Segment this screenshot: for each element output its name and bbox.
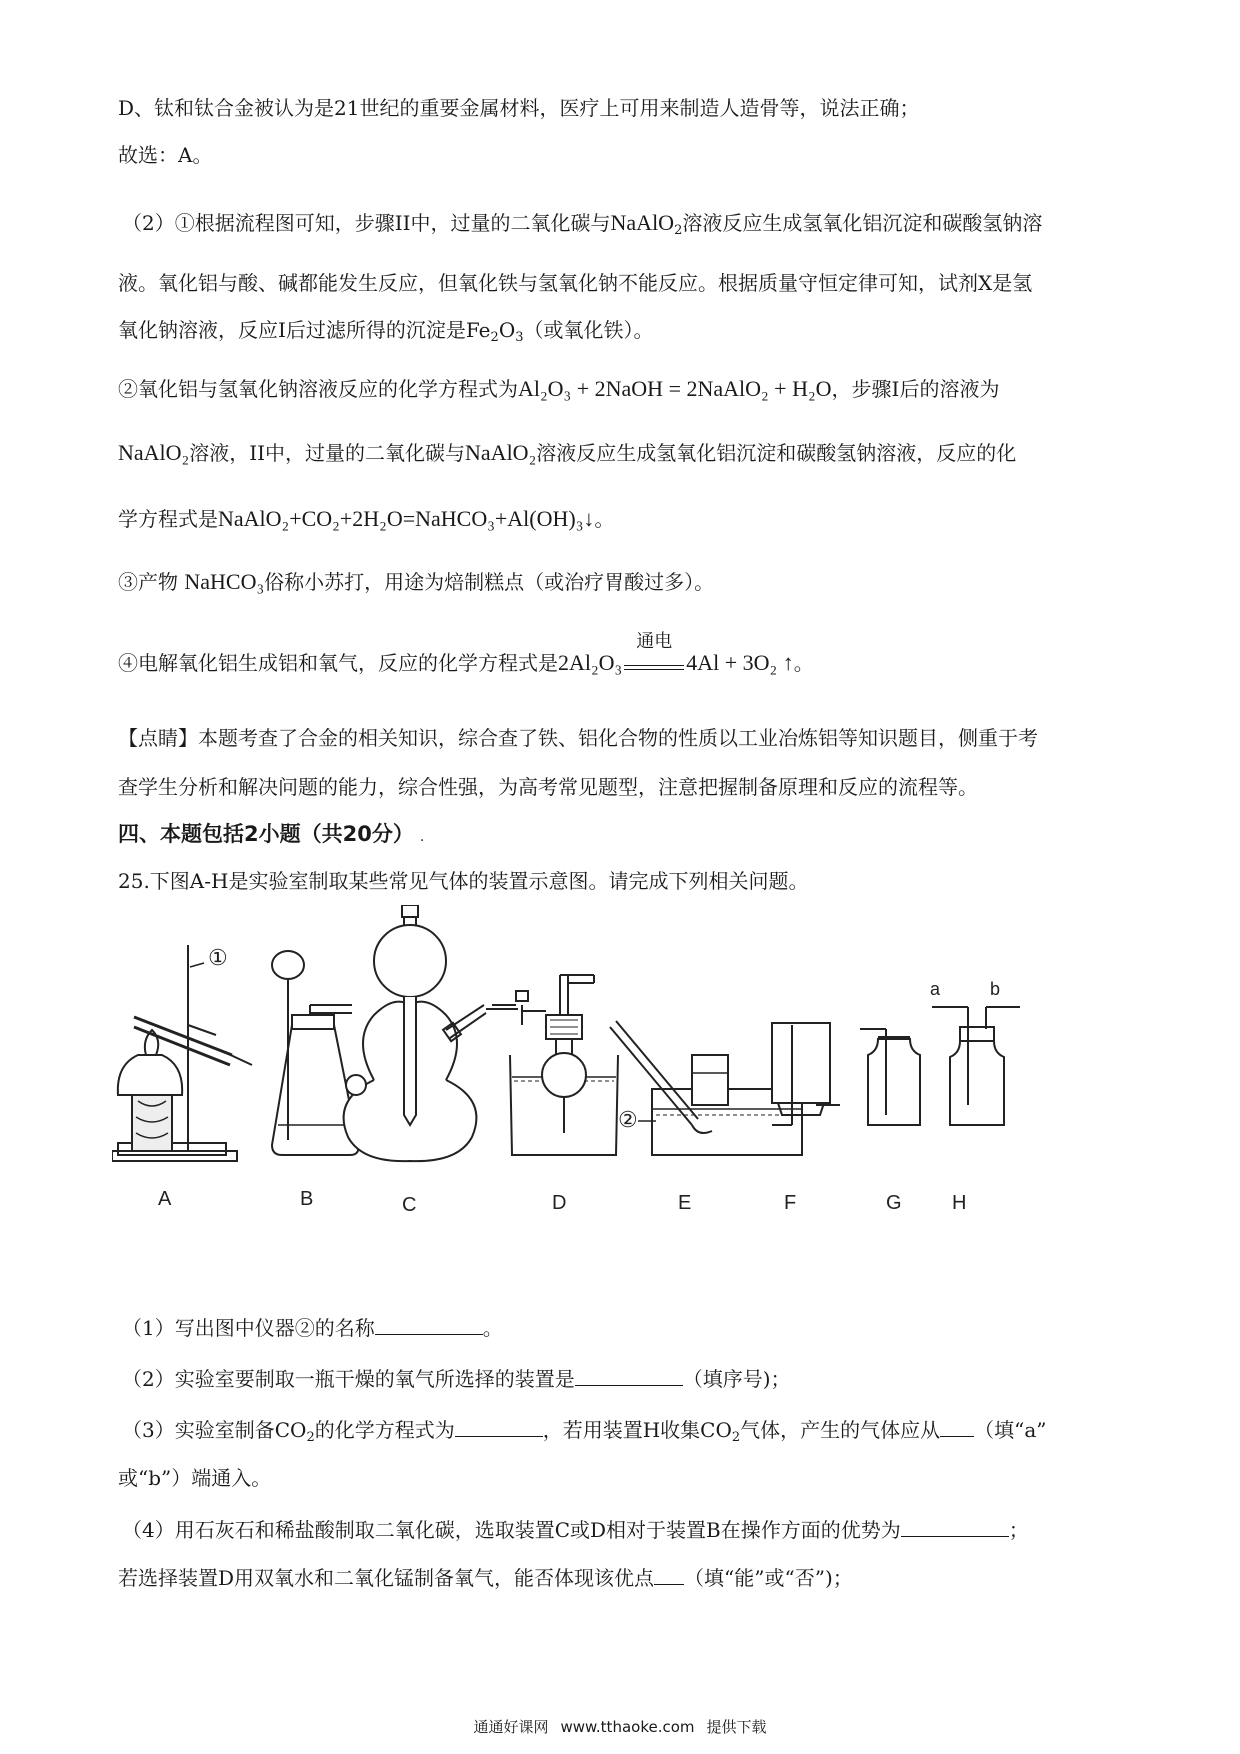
text-line	[118, 96, 919, 120]
label-g: G	[886, 1192, 902, 1214]
label-c: C	[402, 1194, 417, 1215]
apparatus-a	[112, 945, 252, 1210]
answer-blank[interactable]	[940, 1418, 974, 1437]
label-e: E	[678, 1192, 692, 1214]
subscript: 2	[306, 1430, 315, 1445]
section-heading	[118, 822, 424, 847]
question-3	[122, 1418, 1047, 1445]
text-line	[118, 143, 212, 167]
line-text: 学方程式是	[118, 507, 218, 531]
line-text: 氧化钠溶液，反应I后过滤所得的沉淀是Fe	[118, 318, 491, 342]
answer-blank[interactable]	[455, 1418, 543, 1437]
port-label-a: a	[930, 979, 941, 999]
line-text: 。	[482, 1316, 503, 1340]
label-d: D	[552, 1192, 567, 1214]
line-text: 【点睛】本题考查了合金的相关知识，综合查了铁、铝化合物的性质以工业冶炼铝等知识题目，侧重于考	[118, 726, 1038, 750]
equals-bar	[624, 665, 684, 670]
question-1	[122, 1316, 503, 1340]
text-line	[118, 271, 1032, 295]
answer-blank[interactable]	[654, 1566, 684, 1585]
condition-text: 通电	[636, 631, 673, 652]
chem-formula: NaAlO₂	[465, 440, 537, 465]
text-line	[118, 569, 714, 595]
line-text: （4）用石灰石和稀盐酸制取二氧化碳，选取装置C或D相对于装置B在操作方面的优势为	[122, 1518, 901, 1542]
line-text: O	[498, 318, 516, 342]
heading-text: 四、本题包括2小题（共20分）	[118, 822, 414, 846]
apparatus-b	[272, 951, 358, 1210]
question-3-cont	[118, 1466, 271, 1490]
line-text: 故选：A。	[118, 143, 213, 167]
line-text: 的化学方程式为	[314, 1418, 455, 1442]
question-2	[122, 1367, 791, 1391]
apparatus-figure	[112, 905, 1142, 1215]
text-line	[118, 775, 978, 799]
label-h: H	[952, 1192, 967, 1214]
apparatus-h	[930, 979, 1020, 1214]
chem-formula: NaAlO₂	[118, 440, 190, 465]
line-text: D、钛和钛合金被认为是21世纪的重要金属材料，医疗上可用来制造人造骨等，说法正确；	[118, 96, 920, 120]
line-text: ③产物	[118, 570, 178, 594]
line-text: ，步骤I后的溶液为	[831, 377, 1000, 401]
chem-formula: 2Al₂O₃	[558, 650, 623, 675]
line-text: 溶液，II中，过量的二氧化碳与	[189, 441, 466, 465]
text-line	[118, 506, 614, 532]
line-text: 。	[594, 507, 615, 531]
port-label-b: b	[990, 979, 1001, 999]
apparatus-d	[492, 975, 618, 1214]
line-text: 俗称小苏打，用途为焙制糕点（或治疗胃酸过多）。	[264, 570, 715, 594]
footer-site-name: 通通好课网	[473, 1718, 549, 1736]
line-text: （填序号)；	[682, 1367, 791, 1391]
reaction-condition	[624, 631, 684, 670]
text-line	[118, 726, 1038, 750]
line-text: （或氧化铁）。	[523, 318, 654, 342]
text-line	[118, 631, 814, 676]
answer-blank[interactable]	[375, 1316, 483, 1335]
chemical-equation: Al₂O₃ + 2NaOH = 2NaAlO₂ + H₂O	[518, 376, 832, 401]
text-line	[122, 210, 1042, 236]
apparatus-g	[860, 1029, 920, 1214]
line-text: 溶液反应生成氢氧化铝沉淀和碳酸氢钠溶	[682, 211, 1043, 235]
answer-blank[interactable]	[575, 1367, 683, 1386]
subscript: 2	[674, 223, 683, 238]
line-text: 25.下图A-H是实验室制取某些常见气体的装置示意图。请完成下列相关问题。	[118, 869, 809, 893]
page-footer	[0, 1716, 1240, 1737]
footer-url[interactable]: www.tthaoke.com	[560, 1718, 695, 1736]
answer-blank[interactable]	[901, 1518, 1009, 1537]
line-text: （2）实验室要制取一瓶干燥的氧气所选择的装置是	[122, 1367, 575, 1391]
line-text: （填“能”或“否”)；	[684, 1566, 853, 1590]
line-text: 或“b”）端通入。	[118, 1466, 272, 1490]
chem-formula: NaHCO₃	[184, 569, 265, 594]
text-line	[118, 318, 654, 345]
line-text: 溶液反应生成氢氧化铝沉淀和碳酸氢钠溶液，反应的化	[536, 441, 1017, 465]
question-4-cont	[118, 1566, 853, 1590]
text-line	[118, 440, 1016, 466]
line-text: （2）①根据流程图可知，步骤II中，过量的二氧化碳与	[122, 211, 611, 235]
marker-1: ①	[208, 945, 228, 970]
footer-download: 提供下载	[706, 1718, 767, 1736]
chem-formula: NaAlO	[610, 210, 675, 235]
line-text: 若选择装置D用双氧水和二氧化锰制备氧气，能否体现该优点	[118, 1566, 655, 1590]
line-text: （3）实验室制备CO	[122, 1418, 307, 1442]
chem-formula: 4Al + 3O₂ ↑	[686, 650, 794, 675]
apparatus-c	[344, 905, 518, 1215]
line-text: ，若用装置H收集CO	[542, 1418, 732, 1442]
line-text: 液。氧化铝与酸、碱都能发生反应，但氧化铁与氢氧化钠不能反应。根据质量守恒定律可知，试剂X是氢	[118, 271, 1033, 295]
subscript: 2	[731, 1430, 741, 1445]
chemical-equation: NaAlO₂+CO₂+2H₂O=NaHCO₃+Al(OH)₃↓	[218, 506, 595, 531]
line-text: ；	[1008, 1518, 1029, 1542]
line-text: ④电解氧化铝生成铝和氧气，反应的化学方程式是	[118, 651, 558, 675]
line-text: ②氧化铝与氢氧化钠溶液反应的化学方程式为	[118, 377, 518, 401]
subscript: 2	[490, 330, 499, 345]
line-text: （1）写出图中仪器②的名称	[122, 1316, 375, 1340]
question-4	[122, 1518, 1029, 1542]
text-line	[118, 376, 999, 402]
subscript: 3	[515, 330, 524, 345]
line-text: 查学生分析和解决问题的能力，综合性强，为高考常见题型，注意把握制备原理和反应的流程等。	[118, 775, 978, 799]
question-stem	[118, 869, 808, 893]
marker-2: ②	[618, 1107, 638, 1132]
line-text: （填“a”	[974, 1418, 1047, 1442]
heading-dot: .	[419, 829, 425, 845]
line-text: 。	[793, 651, 814, 675]
label-f: F	[784, 1192, 797, 1214]
label-b: B	[300, 1188, 314, 1210]
line-text: 气体，产生的气体应从	[740, 1418, 941, 1442]
label-a: A	[158, 1188, 172, 1210]
